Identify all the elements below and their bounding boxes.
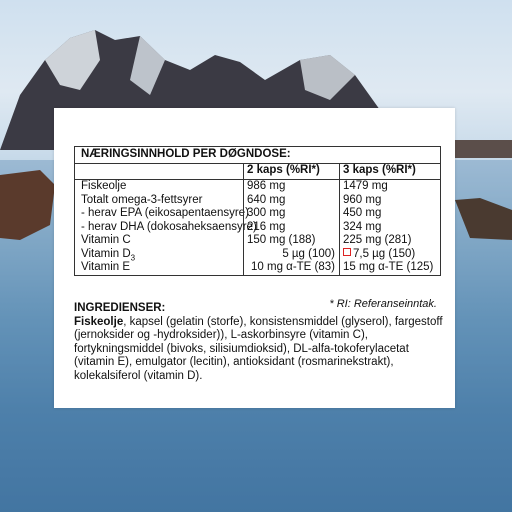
nutrient-name-vitamin-d bbox=[81, 248, 243, 262]
ingredients-body: , kapsel (gelatin (storfe), konsistensmiddel (glyserol), fargestoff (jernoksider og -hydroksider)), L-askorbinsyre (vitamin C), fortykningsmiddel (bivoks, silisiumdioksid), DL-alfa-tokoferylacetat (vitamin E), emulgator (lecitin), antioksidant (rosmarinekstrakt), kolekalsiferol (vitamin D). bbox=[74, 315, 443, 382]
ri-footnote: * RI: Referanseinntak. bbox=[329, 298, 437, 310]
nutrient-names-column bbox=[75, 180, 257, 275]
value-2-caps: 986 mg bbox=[247, 180, 286, 192]
value-3-caps-text: 7,5 µg (150) bbox=[353, 247, 416, 260]
nutrient-name: Vitamin E bbox=[81, 261, 131, 273]
value-3-caps-vitamin-d bbox=[343, 248, 440, 262]
value-2-caps: 150 mg (188) bbox=[247, 234, 316, 246]
value-3-caps: 15 mg α-TE (125) bbox=[343, 261, 434, 273]
nutrition-label-panel bbox=[54, 108, 455, 408]
nutrient-name: - herav DHA (dokosaheksaensyre) bbox=[81, 220, 257, 233]
table-header-row bbox=[75, 164, 440, 180]
value-2-caps: 640 mg bbox=[247, 193, 286, 206]
table-body bbox=[75, 180, 440, 275]
ingredients-section bbox=[74, 302, 444, 383]
nutrient-name: - herav EPA (eikosapentaensyre) bbox=[81, 207, 249, 219]
value-3-caps: 450 mg bbox=[343, 207, 382, 219]
value-2-caps: 216 mg bbox=[247, 220, 286, 233]
vitamin-d-label: Vitamin D bbox=[81, 247, 131, 260]
cursor-marker-icon bbox=[343, 248, 351, 256]
header-blank bbox=[75, 164, 243, 179]
three-caps-values-column bbox=[339, 180, 440, 275]
value-2-caps: 300 mg bbox=[247, 207, 286, 219]
table-title: NÆRINGSINNHOLD PER DØGNDOSE: bbox=[75, 147, 440, 164]
value-2-caps: 10 mg α-TE (83) bbox=[251, 261, 335, 273]
value-3-caps: 1479 mg bbox=[343, 180, 388, 192]
header-2-caps: 2 kaps (%RI*) bbox=[243, 164, 339, 179]
ingredients-title: INGREDIENSER: bbox=[74, 302, 166, 314]
value-3-caps: 324 mg bbox=[343, 220, 382, 233]
nutrient-name: Fiskeolje bbox=[81, 180, 127, 192]
value-2-caps: 5 µg (100) bbox=[282, 247, 335, 260]
ingredients-text bbox=[74, 316, 444, 384]
nutrition-table bbox=[74, 146, 441, 276]
two-caps-values-column bbox=[243, 180, 339, 275]
nutrient-name: Totalt omega-3-fettsyrer bbox=[81, 193, 203, 206]
value-3-caps: 225 mg (281) bbox=[343, 234, 412, 246]
vitamin-d-subscript: 3 bbox=[130, 252, 136, 262]
ingredients-lead: Fiskeolje bbox=[74, 315, 124, 328]
nutrient-name: Vitamin C bbox=[81, 234, 131, 246]
header-3-caps: 3 kaps (%RI*) bbox=[339, 164, 440, 179]
value-3-caps: 960 mg bbox=[343, 193, 382, 206]
